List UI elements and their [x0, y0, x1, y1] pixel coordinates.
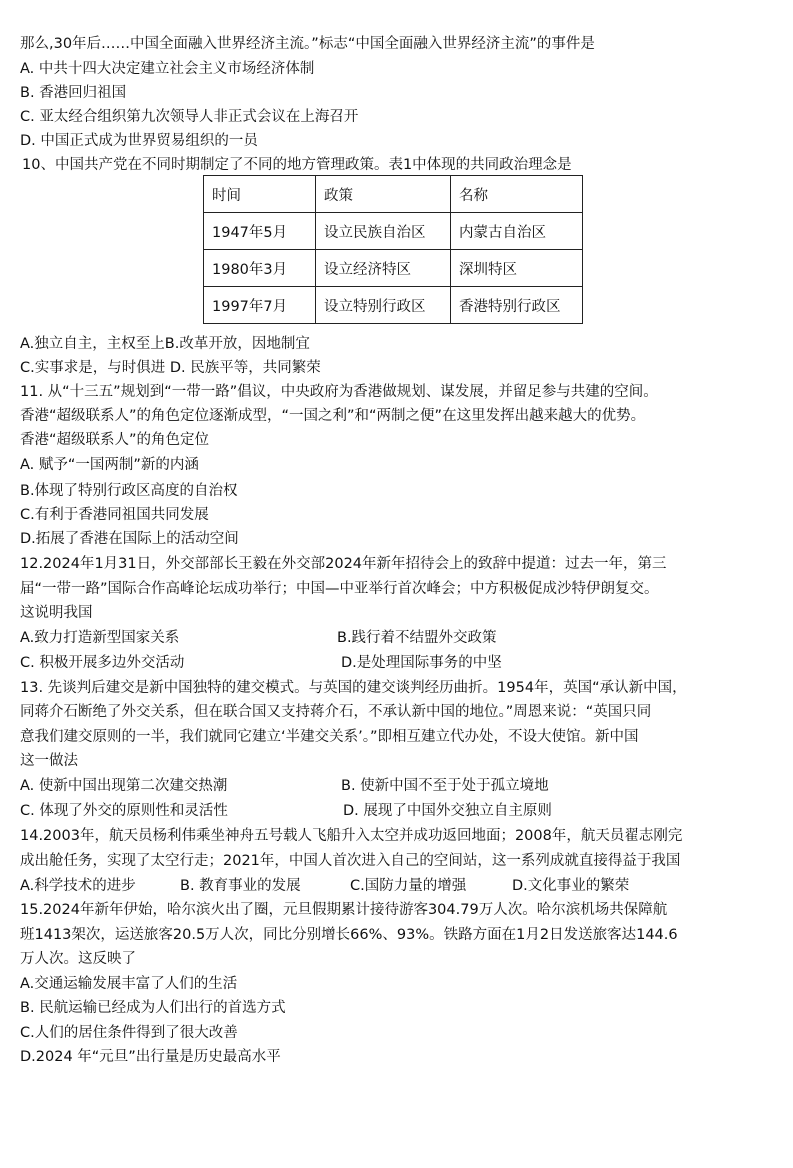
q9-option-a: A. 中共十四大决定建立社会主义市场经济体制 [20, 61, 315, 77]
table-header-cell: 政策 [316, 176, 451, 213]
q13-option-a: A. 使新中国出现第二次建交热潮 [20, 778, 228, 794]
q12-stem-line: 12.2024年1月31日，外交部部长王毅在外交部2024年新年招待会上的致辞中提道：过去一年，第三 [20, 556, 667, 572]
q14-option-d: D.文化事业的繁荣 [512, 878, 630, 894]
table-cell: 设立经济特区 [316, 250, 451, 287]
q10-stem: 10、中国共产党在不同时期制定了不同的地方管理政策。表1中体现的共同政治理念是 [22, 157, 572, 173]
q12-option-a: A.致力打造新型国家关系 [20, 630, 180, 646]
table-cell: 设立特别行政区 [316, 287, 451, 324]
q13-option-c: C. 体现了外交的原则性和灵活性 [20, 803, 228, 819]
table-cell: 设立民族自治区 [316, 213, 451, 250]
q9-option-b: B. 香港回归祖国 [20, 85, 127, 101]
table-header-row [204, 176, 583, 213]
q13-stem-line: 意我们建交原则的一半，我们就同它建立‘半建交关系’。”即相互建立代办处，不设大使馆。新中国 [20, 729, 639, 745]
q15-stem-line: 班1413架次，运送旅客20.5万人次，同比分别增长66%、93%。铁路方面在1月2日发送旅客达144.6 [20, 927, 678, 943]
q14-stem-line: 14.2003年，航天员杨利伟乘坐神舟五号载人飞船升入太空并成功返回地面；2008年，航天员翟志刚完 [20, 828, 683, 844]
q10-options-line1: A.独立自主，主权至上B.改革开放，因地制宜 [20, 336, 310, 352]
q12-stem-line: 届“一带一路”国际合作高峰论坛成功举行；中国—中亚举行首次峰会；中方积极促成沙特伊朗复交。 [20, 581, 659, 597]
q11-option-b: B.体现了特别行政区高度的自治权 [20, 483, 238, 499]
q11-stem-line: 香港“超级联系人”的角色定位 [20, 432, 210, 448]
q10-table [203, 175, 583, 324]
q15-option-a: A.交通运输发展丰富了人们的生活 [20, 976, 238, 992]
q11-option-a: A. 赋予“一国两制”新的内涵 [20, 457, 199, 473]
q9-option-d: D. 中国正式成为世界贸易组织的一员 [20, 133, 258, 149]
q13-stem-line: 同蒋介石断绝了外交关系，但在联合国又支持蒋介石，不承认新中国的地位。”周恩来说：“英国只同 [20, 704, 652, 720]
q13-option-d: D. 展现了中国外交独立自主原则 [343, 803, 552, 819]
q13-stem-line: 这一做法 [20, 753, 78, 769]
table-cell: 1997年7月 [204, 287, 316, 324]
q11-stem-line: 香港“超级联系人”的角色定位逐渐成型，“一国之利”和“两制之便”在这里发挥出越来越大的优势。 [20, 408, 646, 424]
q12-option-d: D.是处理国际事务的中坚 [341, 655, 502, 671]
q12-stem-line: 这说明我国 [20, 605, 93, 621]
table-row [204, 287, 583, 324]
q11-option-d: D.拓展了香港在国际上的活动空间 [20, 531, 239, 547]
q14-option-a: A.科学技术的进步 [20, 878, 136, 894]
table-cell: 1947年5月 [204, 213, 316, 250]
q9-option-c: C. 亚太经合组织第九次领导人非正式会议在上海召开 [20, 109, 359, 125]
q14-stem-line: 成出舱任务，实现了太空行走；2021年，中国人首次进入自己的空间站，这一系列成就直接得益于我国 [20, 853, 681, 869]
q15-stem-line: 万人次。这反映了 [20, 951, 136, 967]
table-cell: 深圳特区 [451, 250, 583, 287]
q12-option-c: C. 积极开展多边外交活动 [20, 655, 185, 671]
q15-option-d: D.2024 年“元旦”出行量是历史最高水平 [20, 1049, 281, 1065]
table-cell: 1980年3月 [204, 250, 316, 287]
q11-option-c: C.有利于香港同祖国共同发展 [20, 507, 209, 523]
table-row [204, 250, 583, 287]
q15-option-c: C.人们的居住条件得到了很大改善 [20, 1025, 238, 1041]
q9-stem: 那么,30年后……中国全面融入世界经济主流。”标志“中国全面融入世界经济主流”的事件是 [20, 36, 595, 52]
table-header-cell: 名称 [451, 176, 583, 213]
q13-option-b: B. 使新中国不至于处于孤立境地 [341, 778, 549, 794]
q12-option-b: B.践行着不结盟外交政策 [337, 630, 497, 646]
table-row [204, 213, 583, 250]
q14-option-b: B. 教育事业的发展 [180, 878, 301, 894]
table-cell: 香港特别行政区 [451, 287, 583, 324]
q11-stem-line: 11. 从“十三五”规划到“一带一路”倡议，中央政府为香港做规划、谋发展，并留足参与共建的空间。 [20, 384, 658, 400]
q14-option-c: C.国防力量的增强 [350, 878, 467, 894]
table-header-cell: 时间 [204, 176, 316, 213]
q15-option-b: B. 民航运输已经成为人们出行的首选方式 [20, 1000, 286, 1016]
q10-options-line2: C.实事求是，与时俱进 D. 民族平等，共同繁荣 [20, 360, 321, 376]
q13-stem-line: 13. 先谈判后建交是新中国独特的建交模式。与英国的建交谈判经历曲折。1954年，英国“承认新中国， [20, 680, 687, 696]
table-cell: 内蒙古自治区 [451, 213, 583, 250]
q15-stem-line: 15.2024年新年伊始，哈尔滨火出了圈，元旦假期累计接待游客304.79万人次。哈尔滨机场共保障航 [20, 902, 668, 918]
